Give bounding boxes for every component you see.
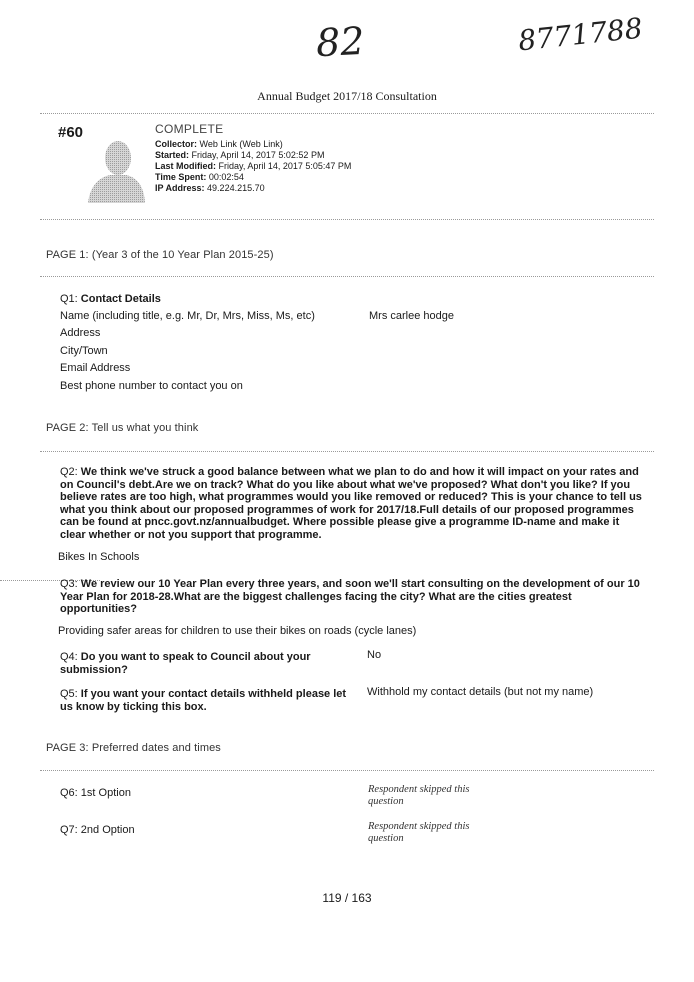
- q1-field-city-label: City/Town: [60, 345, 108, 357]
- q7-answer: Respondent skipped this question: [368, 821, 470, 844]
- q1-field-address-label: Address: [60, 327, 101, 339]
- q6-answer: Respondent skipped this question: [368, 784, 470, 807]
- q4-question: Q4: Do you want to speak to Council about your submission?: [60, 651, 311, 676]
- response-number: #60: [58, 124, 84, 141]
- meta-last-modified: Last Modified: Friday, April 14, 2017 5:05:47 PM: [155, 161, 352, 171]
- meta-started: Started: Friday, April 14, 2017 5:02:52 PM: [155, 150, 325, 160]
- q1-field-name-label: Name (including title, e.g. Mr, Dr, Mrs, Miss, Ms, etc): [60, 310, 315, 322]
- page-3-header: PAGE 3: Preferred dates and times: [46, 742, 221, 754]
- q1-field-name-value: Mrs carlee hodge: [369, 310, 454, 322]
- person-silhouette-icon: [84, 135, 146, 205]
- divider: [40, 113, 654, 114]
- meta-ip-address: IP Address: 49.224.215.70: [155, 183, 265, 193]
- document-title: Annual Budget 2017/18 Consultation: [257, 89, 437, 103]
- handwritten-page-mark: 82: [314, 18, 366, 66]
- page-2-header: PAGE 2: Tell us what you think: [46, 422, 199, 434]
- q3-question: Q3: We review our 10 Year Plan every three years, and soon we'll start consulting on the development of our 10 Year Plan for 2018-28.What are the biggest challenges facing the city? What are the cities greatest opportunities?: [60, 578, 640, 615]
- meta-time-spent: Time Spent: 00:02:54: [155, 172, 244, 182]
- q5-answer: Withhold my contact details (but not my name): [367, 686, 594, 698]
- q6-title: Q6: 1st Option: [60, 787, 131, 799]
- divider: [40, 219, 654, 220]
- response-meta: [155, 139, 455, 194]
- q1-title: Q1: Contact Details: [60, 293, 161, 305]
- q7-title: Q7: 2nd Option: [60, 824, 135, 836]
- response-status: COMPLETE: [155, 122, 224, 136]
- q2-answer: Bikes In Schools: [58, 551, 140, 563]
- page-1-header: PAGE 1: (Year 3 of the 10 Year Plan 2015-25): [46, 249, 274, 261]
- divider: [40, 451, 654, 452]
- q2-question: Q2: We think we've struck a good balance between what we plan to do and how it will impact on your rates and on Council's debt.Are we on track? What do you like about what we've proposed? What don't you like? If you believe rates are too high, what programmes would you like removed or reduced? This is your chance to tell us what you think about our proposed programmes of work for 2017/18.Full details of our proposed programmes can be found at pncc.govt.nz/annualbudget. Where possible please give a programme ID-name and make it clear whether or not you support that programme.: [60, 466, 642, 541]
- meta-collector: Collector: Web Link (Web Link): [155, 139, 283, 149]
- page-number: 119 / 163: [322, 891, 372, 905]
- q1-field-email-label: Email Address: [60, 362, 131, 374]
- avatar: [84, 135, 146, 205]
- divider: [40, 276, 654, 277]
- q1-field-phone-label: Best phone number to contact you on: [60, 380, 243, 392]
- handwritten-reference-number: 8771788: [516, 11, 645, 58]
- q4-answer: No: [367, 649, 382, 661]
- divider: [40, 770, 654, 771]
- q5-question: Q5: If you want your contact details withheld please let us know by ticking this box.: [60, 688, 347, 713]
- q3-answer: Providing safer areas for children to use their bikes on roads (cycle lanes): [58, 625, 417, 637]
